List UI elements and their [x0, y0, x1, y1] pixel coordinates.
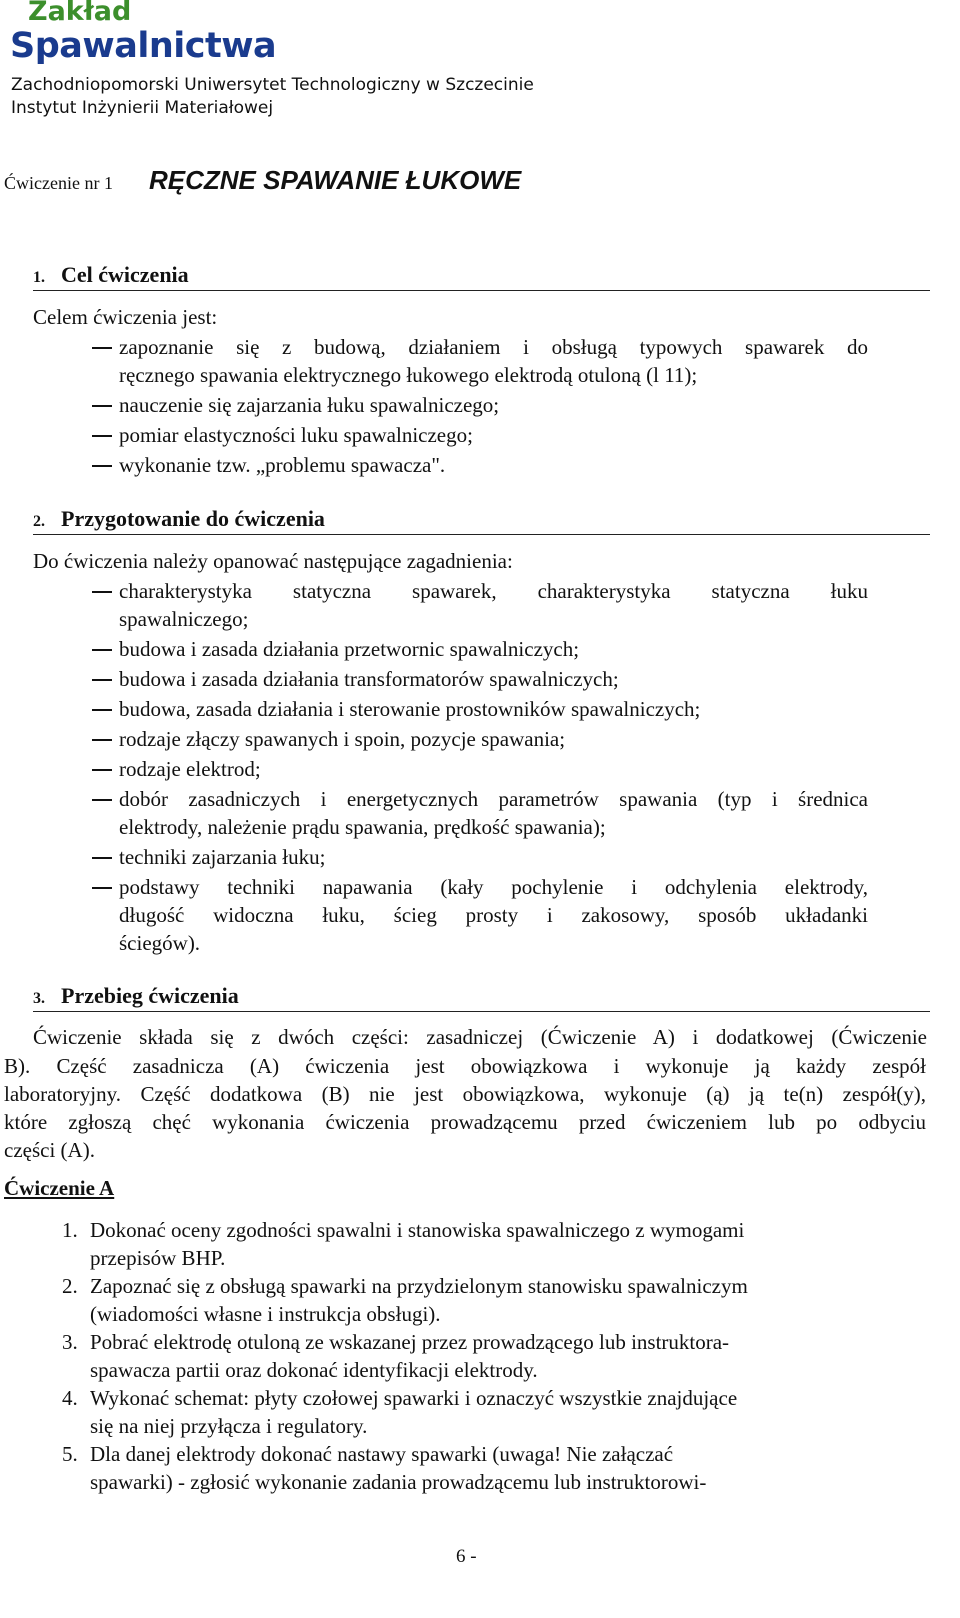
list-item-text: podstawy techniki napawania (kały pochylenie i odchylenia elektrody, długość widoczna łuku, ścieg prosty i zakosowy, sposób układanki ściegów). [119, 875, 868, 955]
step-text: Dla danej elektrody dokonać nastawy spawarki (uwaga! Nie załączać spawarki) - zgłosić wykonanie zadania prowadzącemu lub instruktorowi- [90, 1442, 707, 1494]
paragraph-line: Ćwiczenie składa się z dwóch części: zasadniczej (Ćwiczenie A) i dodatkowej (Ćwiczenie [33, 1025, 927, 1049]
step-text: Dokonać oceny zgodności spawalni i stanowiska spawalniczego z wymogami przepisów BHP. [90, 1218, 745, 1270]
exercise-title: RĘCZNE SPAWANIE ŁUKOWE [149, 165, 522, 195]
section-title: Przygotowanie do ćwiczenia [61, 506, 325, 531]
dash-bullet [92, 591, 112, 593]
institute-name: Instytut Inżynierii Materiałowej [11, 98, 274, 118]
list-item-text: budowa, zasada działania i sterowanie prostowników spawalniczych; [119, 697, 701, 721]
list-item-text: wykonanie tzw. „problemu spawacza". [119, 453, 446, 477]
list-item-text: budowa i zasada działania przetwornic spawalniczych; [119, 637, 580, 661]
section-title: Przebieg ćwiczenia [61, 983, 239, 1008]
section-1-header [33, 262, 930, 291]
paragraph-line: laboratoryjny. Część dodatkowa (B) nie jest obowiązkowa, wykonuje (ą) ją te(n) zespół(y), [4, 1082, 926, 1106]
step-number: 5. [62, 1442, 78, 1466]
list-item-text: pomiar elastyczności luku spawalniczego; [119, 423, 473, 447]
step-number: 3. [62, 1330, 78, 1354]
section-number: 2. [33, 513, 45, 530]
subsection-heading: Ćwiczenie A [4, 1176, 115, 1200]
list-item-text: dobór zasadniczych i energetycznych parametrów spawania (typ i średnica elektrody, należenie prądu spawania, prędkość spawania); [119, 787, 868, 839]
paragraph-line: które zgłoszą chęć wykonania ćwiczenia prowadzącemu przed ćwiczeniem lub po odbyciu [4, 1110, 926, 1134]
dash-bullet [92, 649, 112, 651]
section-title: Cel ćwiczenia [61, 262, 189, 287]
list-item-text: nauczenie się zajarzania łuku spawalniczego; [119, 393, 500, 417]
dash-bullet [92, 739, 112, 741]
step-number: 4. [62, 1386, 78, 1410]
step-number: 2. [62, 1274, 78, 1298]
logo-line-1: Zakład [28, 0, 132, 27]
section-2-intro: Do ćwiczenia należy opanować następujące zagadnienia: [33, 549, 513, 573]
paragraph-line: części (A). [4, 1138, 95, 1162]
dash-bullet [92, 679, 112, 681]
step-text: Zapoznać się z obsługą spawarki na przydzielonym stanowisku spawalniczym (wiadomości własne i instrukcja obsługi). [90, 1274, 748, 1326]
page-number: 6 - [456, 1546, 477, 1567]
department-logo [10, 0, 277, 70]
step-number: 1. [62, 1218, 78, 1242]
dash-bullet [92, 769, 112, 771]
step-text: Wykonać schemat: płyty czołowej spawarki i oznaczyć wszystkie znajdujące się na niej przyłącza i regulatory. [90, 1386, 738, 1438]
university-name: Zachodniopomorski Uniwersytet Technologiczny w Szczecinie [11, 75, 534, 95]
dash-bullet [92, 347, 112, 349]
dash-bullet [92, 435, 112, 437]
section-2-header [33, 506, 930, 535]
dash-bullet [92, 799, 112, 801]
section-number: 1. [33, 269, 45, 286]
paragraph-line: B). Część zasadnicza (A) ćwiczenia jest obowiązkowa i wykonuje ją każdy zespół [4, 1054, 926, 1078]
list-item-text: zapoznanie się z budową, działaniem i obsługą typowych spawarek do ręcznego spawania elektrycznego łukowego elektrodą otuloną (l 11); [119, 335, 868, 387]
dash-bullet [92, 405, 112, 407]
dash-bullet [92, 465, 112, 467]
logo-line-2: Spawalnictwa [10, 26, 277, 66]
section-number: 3. [33, 990, 45, 1007]
list-item-text: techniki zajarzania łuku; [119, 845, 326, 869]
exercise-label: Ćwiczenie nr 1 [4, 173, 113, 193]
dash-bullet [92, 887, 112, 889]
step-text: Pobrać elektrodę otuloną ze wskazanej przez prowadzącego lub instruktora- spawacza partii oraz dokonać identyfikacji elektrody. [90, 1330, 730, 1382]
dash-bullet [92, 857, 112, 859]
list-item-text: charakterystyka statyczna spawarek, charakterystyka statyczna łuku spawalniczego; [119, 579, 868, 631]
section-3-header [33, 983, 930, 1012]
list-item-text: rodzaje złączy spawanych i spoin, pozycje spawania; [119, 727, 566, 751]
dash-bullet [92, 709, 112, 711]
section-1-intro: Celem ćwiczenia jest: [33, 305, 218, 329]
list-item-text: budowa i zasada działania transformatorów spawalniczych; [119, 667, 619, 691]
list-item-text: rodzaje elektrod; [119, 757, 261, 781]
